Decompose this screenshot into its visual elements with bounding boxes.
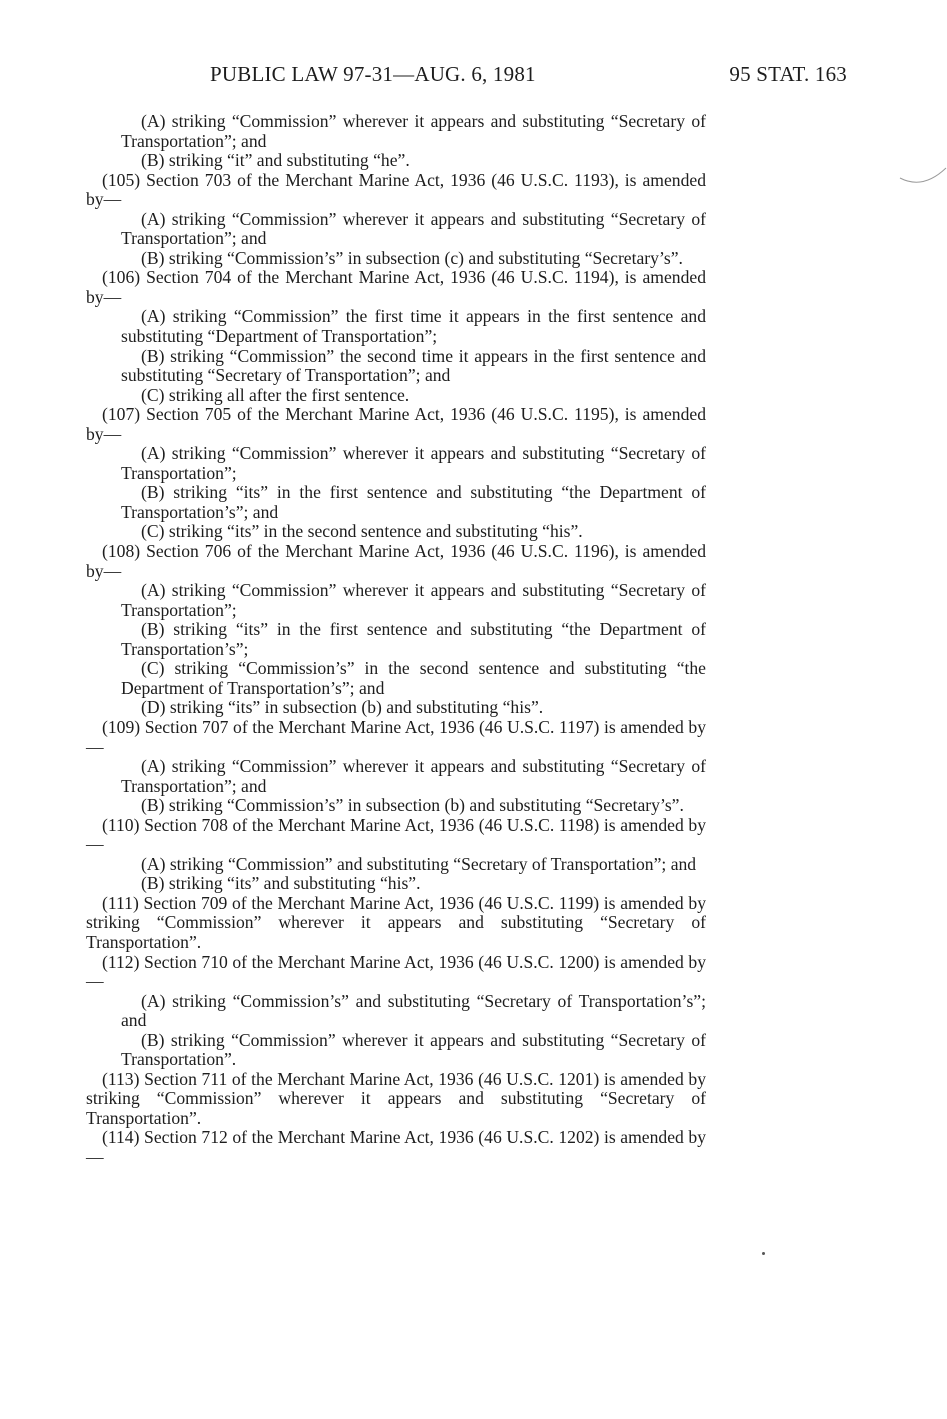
page-header xyxy=(0,56,947,96)
clause-paragraph: (B) striking “its” and substituting “his”. xyxy=(141,873,421,894)
clause-paragraph: (A) striking “Commission” wherever it appears and substituting “Secretary of Transportation”; and xyxy=(121,208,706,249)
clause-paragraph: (A) striking “Commission” wherever it appears and substituting “Secretary of Transportation”; and xyxy=(121,756,706,796)
section-paragraph: (111) Section 709 of the Merchant Marine Act, 1936 (46 U.S.C. 1199) is amended by striking “Commission” wherever it appears and substituting “Secretary of Transportation”. xyxy=(86,892,706,952)
clause-paragraph: (C) striking all after the first sentence. xyxy=(141,384,410,405)
section-paragraph: (105) Section 703 of the Merchant Marine Act, 1936 (46 U.S.C. 1193), is amended by— xyxy=(86,169,706,210)
clause-paragraph: (B) striking “Commission” wherever it appears and substituting “Secretary of Transportation”. xyxy=(121,1029,706,1070)
clause-paragraph: (A) striking “Commission” wherever it appears and substituting “Secretary of Transportation”; and xyxy=(121,111,706,151)
clause-paragraph: (B) striking “it” and substituting “he”. xyxy=(141,150,410,171)
clause-paragraph: (A) striking “Commission” wherever it appears and substituting “Secretary of Transportation”; xyxy=(121,443,706,483)
statute-page-number: 95 STAT. 163 xyxy=(729,62,847,86)
clause-paragraph: (A) striking “Commission” wherever it appears and substituting “Secretary of Transportation”; xyxy=(121,580,706,620)
clause-paragraph: (C) striking “its” in the second sentence and substituting “his”. xyxy=(141,521,583,542)
running-head-title: PUBLIC LAW 97-31—AUG. 6, 1981 xyxy=(210,62,536,86)
section-paragraph: (107) Section 705 of the Merchant Marine Act, 1936 (46 U.S.C. 1195), is amended by— xyxy=(86,404,706,444)
clause-paragraph: (B) striking “its” in the first sentence and substituting “the Department of Transportation’s”; and xyxy=(121,482,706,522)
clause-paragraph: (B) striking “Commission’s” in subsection (b) and substituting “Secretary’s”. xyxy=(141,795,684,816)
stray-dot xyxy=(762,1252,765,1255)
margin-mark xyxy=(898,160,947,190)
section-paragraph: (114) Section 712 of the Merchant Marine Act, 1936 (46 U.S.C. 1202) is amended by— xyxy=(86,1127,706,1167)
clause-paragraph: (D) striking “its” in subsection (b) and substituting “his”. xyxy=(141,697,544,718)
section-paragraph: (108) Section 706 of the Merchant Marine Act, 1936 (46 U.S.C. 1196), is amended by— xyxy=(86,541,706,581)
clause-paragraph: (C) striking “Commission’s” in the second sentence and substituting “the Department of Transportation’s”; and xyxy=(121,658,706,698)
clause-paragraph: (B) striking “Commission’s” in subsection (c) and substituting “Secretary’s”. xyxy=(141,247,683,268)
clause-paragraph: (A) striking “Commission” the first time it appears in the first sentence and substituting “Department of Transportation”; xyxy=(121,306,706,347)
section-paragraph: (113) Section 711 of the Merchant Marine Act, 1936 (46 U.S.C. 1201) is amended by striking “Commission” wherever it appears and substituting “Secretary of Transportation”. xyxy=(86,1068,706,1128)
clause-paragraph: (B) striking “Commission” the second time it appears in the first sentence and substituting “Secretary of Transportation”; and xyxy=(121,345,706,386)
section-paragraph: (106) Section 704 of the Merchant Marine Act, 1936 (46 U.S.C. 1194), is amended by— xyxy=(86,267,706,307)
section-paragraph: (110) Section 708 of the Merchant Marine Act, 1936 (46 U.S.C. 1198) is amended by— xyxy=(86,814,706,855)
clause-paragraph: (A) striking “Commission” and substituting “Secretary of Transportation”; and xyxy=(141,853,697,874)
section-paragraph: (109) Section 707 of the Merchant Marine Act, 1936 (46 U.S.C. 1197) is amended by— xyxy=(86,716,706,757)
clause-paragraph: (A) striking “Commission’s” and substituting “Secretary of Transportation’s”; and xyxy=(121,990,706,1031)
clause-paragraph: (B) striking “its” in the first sentence and substituting “the Department of Transportation’s”; xyxy=(121,619,706,659)
law-text-body xyxy=(86,112,706,1168)
section-paragraph: (112) Section 710 of the Merchant Marine Act, 1936 (46 U.S.C. 1200) is amended by— xyxy=(86,951,706,992)
